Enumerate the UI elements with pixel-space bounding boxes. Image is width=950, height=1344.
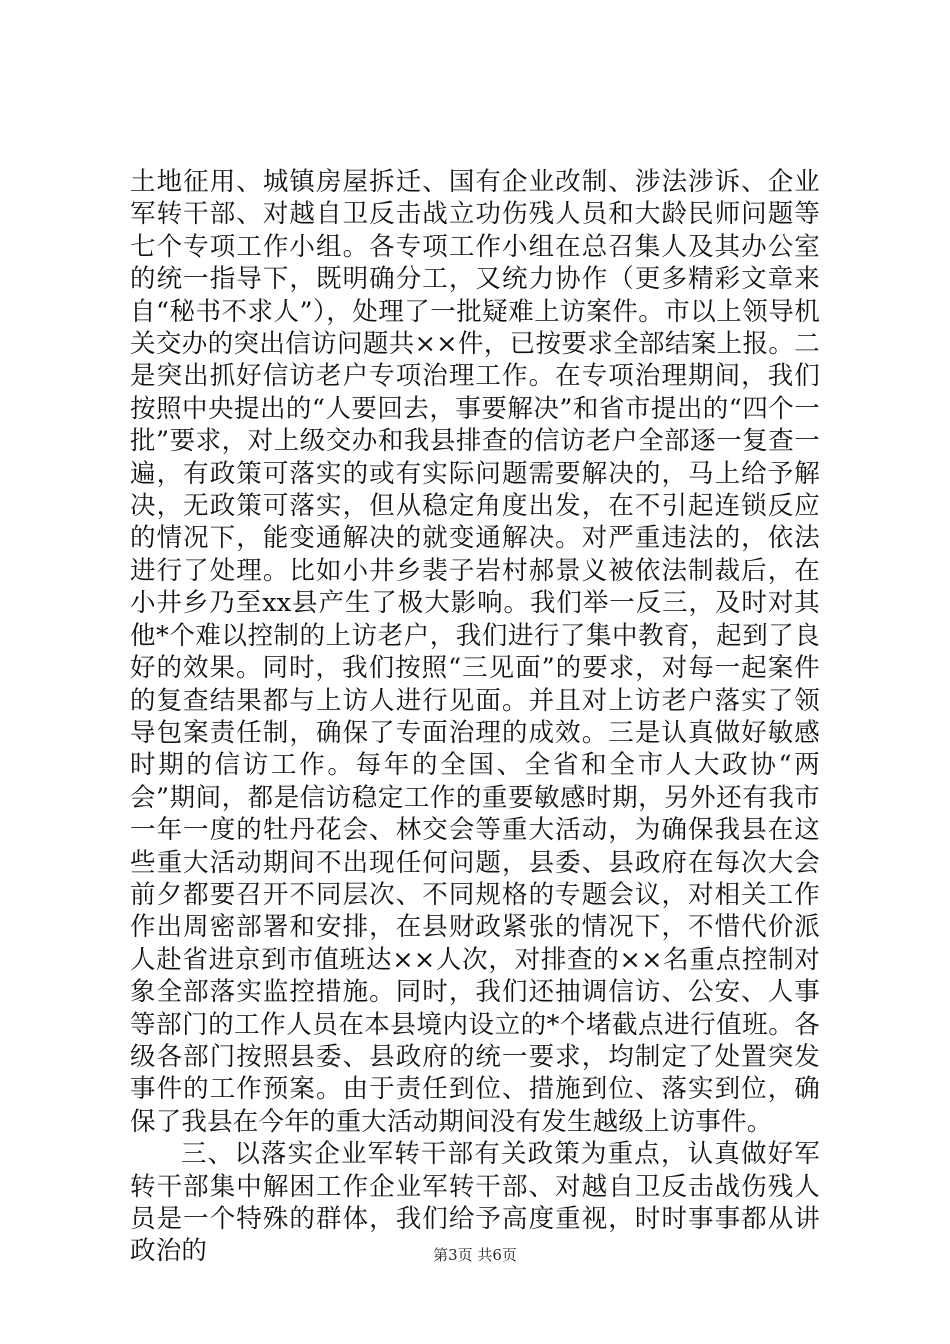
- page-footer: [0, 1245, 950, 1265]
- paragraph-1: 土地征用、城镇房屋拆迁、国有企业改制、涉法涉诉、企业军转干部、对越自卫反击战立功伤残人员和大龄民师问题等七个专项工作小组。各专项工作小组在总召集人及其办公室的统一指导下，既明确分工，又统力协作（更多精彩文章来自“秘书不求人”），处理了一批疑难上访案件。市以上领导机关交办的突出信访问题共××件，已按要求全部结案上报。二是突出抓好信访老户专项治理工作。在专项治理期间，我们按照中央提出的“人要回去，事要解决”和省市提出的“四个一批”要求，对上级交办和我县排查的信访老户全部逐一复查一遍，有政策可落实的或有实际问题需要解决的，马上给予解决，无政策可落实，但从稳定角度出发，在不引起连锁反应的情况下，能变通解决的就变通解决。对严重违法的，依法进行了处理。比如小井乡裴子岩村郝景义被依法制裁后，在小井乡乃至xx县产生了极大影响。我们举一反三，及时对其他*个难以控制的上访老户，我们进行了集中教育，起到了良好的效果。同时，我们按照“三见面”的要求，对每一起案件的复查结果都与上访人进行见面。并且对上访老户落实了领导包案责任制，确保了专面治理的成效。三是认真做好敏感时期的信访工作。每年的全国、全省和全市人大政协“两会”期间，都是信访稳定工作的重要敏感时期，另外还有我市一年一度的牡丹花会、林交会等重大活动，为确保我县在这些重大活动期间不出现任何问题，县委、县政府在每次大会前夕都要召开不同层次、不同规格的专题会议，对相关工作作出周密部署和安排，在县财政紧张的情况下，不惜代价派人赴省进京到市值班达××人次，对排查的××名重点控制对象全部落实监控措施。同时，我们还抽调信访、公安、人事等部门的工作人员在本县境内设立的*个堵截点进行值班。各级各部门按照县委、县政府的统一要求，均制定了处置突发事件的工作预案。由于责任到位、措施到位、落实到位，确保了我县在今年的重大活动期间没有发生越级上访事件。: [130, 167, 820, 1137]
- page-number-label: 第3页 共6页: [433, 1246, 517, 1264]
- paragraph-2: 三、以落实企业军转干部有关政策为重点，认真做好军转干部集中解困工作企业军转干部、对越自卫反击战伤残人员是一个特殊的群体，我们给予高度重视，时时事事都从讲政治的: [130, 1139, 820, 1267]
- document-body: [130, 166, 820, 1268]
